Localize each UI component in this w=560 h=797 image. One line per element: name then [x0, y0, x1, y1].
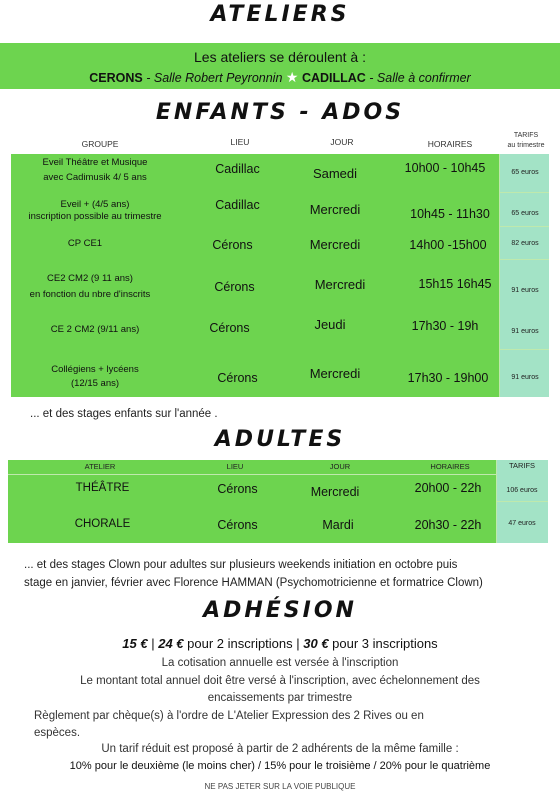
groupe-line1: CE2 CM2 (9 11 ans)	[47, 273, 133, 284]
jour: Mercredi	[309, 202, 361, 217]
price-2: 24 €	[158, 636, 184, 651]
adult-header-horaires: HORAIRES	[430, 462, 470, 471]
header-horaires: HORAIRES	[427, 139, 473, 149]
lieu: Cérons	[212, 238, 253, 252]
tarif: 106 euros	[506, 487, 538, 494]
header-tarifs-label: TARIFS	[513, 132, 539, 139]
hall-cerons: - Salle Robert Peyronnin	[142, 71, 283, 85]
jour: Jeudi	[314, 317, 346, 332]
atelier: CHORALE	[74, 518, 131, 530]
tarif: 82 euros	[511, 240, 539, 247]
banner-line2	[0, 69, 560, 86]
title-enfants: ENFANTS - ADOS	[155, 100, 405, 125]
jour: Mercredi	[310, 485, 360, 499]
lieu: Cérons	[217, 482, 258, 496]
tarif: 65 euros	[511, 210, 539, 217]
adhesion-line7: 10% pour le deuxième (le moins cher) / 15% pour le troisième / 20% pour le quatrième	[69, 760, 491, 772]
lieu: Cadillac	[215, 198, 260, 212]
groupe: CE 2 CM2 (9/11 ans)	[50, 324, 140, 335]
lieu: Cérons	[209, 321, 250, 335]
jour: Mardi	[322, 518, 354, 532]
adhesion-prices	[0, 636, 560, 651]
adhesion-line1: La cotisation annuelle est versée à l'inscription	[161, 657, 399, 669]
locations-banner	[0, 43, 560, 89]
header-tarifs-sub: au trimestre	[507, 142, 545, 149]
adult-note-2: stage en janvier, février avec Florence HAMMAN (Psychomotricienne et formatrice Clown)	[24, 577, 483, 589]
header-jour: JOUR	[330, 137, 354, 147]
title-ateliers: ATELIERS	[210, 2, 350, 27]
title-adultes: ADULTES	[214, 427, 346, 452]
jour: Mercredi	[309, 237, 361, 252]
adult-header-jour: JOUR	[329, 462, 351, 471]
groupe-line1: Eveil + (4/5 ans)	[60, 199, 130, 210]
groupe: CP CE1	[67, 238, 103, 249]
groupe-line2: avec Cadimusik 4/ 5 ans	[43, 172, 147, 183]
groupe-line2: inscription possible au trimestre	[28, 211, 162, 222]
tarif: 91 euros	[511, 287, 539, 294]
horaires: 15h15 16h45	[418, 277, 492, 291]
groupe	[15, 199, 175, 223]
adhesion-line4: Règlement par chèque(s) à l'ordre de L'Atelier Expression des 2 Rives ou en	[34, 710, 424, 722]
adult-header-atelier: ATELIER	[84, 462, 116, 471]
place-cadillac: CADILLAC	[301, 71, 366, 85]
lieu: Cérons	[217, 371, 258, 385]
horaires: 14h00 -15h00	[409, 238, 487, 252]
atelier: THÉÂTRE	[75, 482, 130, 494]
star-icon: ★	[285, 69, 299, 85]
adult-note-1: ... et des stages Clown pour adultes sur plusieurs weekends initiation en octobre puis	[24, 559, 458, 571]
price-3: 30 €	[303, 636, 329, 651]
header-tarifs	[500, 131, 552, 151]
adhesion-line5: espèces.	[34, 727, 81, 739]
groupe-line1: Eveil Théâtre et Musique	[42, 157, 148, 168]
tarif: 91 euros	[511, 374, 539, 381]
groupe	[20, 364, 170, 390]
adult-header-tarifs: TARIFS	[508, 461, 536, 470]
lieu: Cadillac	[215, 162, 260, 176]
header-groupe: GROUPE	[81, 139, 119, 149]
jour: Mercredi	[309, 366, 361, 381]
groupe	[20, 157, 170, 184]
adhesion-line6: Un tarif réduit est proposé à partir de 2 adhérents de la même famille :	[101, 743, 459, 755]
horaires: 17h30 - 19h	[411, 319, 479, 333]
footer-note: NE PAS JETER SUR LA VOIE PUBLIQUE	[204, 782, 356, 791]
horaires: 20h30 - 22h	[414, 518, 482, 532]
header-lieu: LIEU	[230, 137, 250, 147]
price-1: 15 €	[122, 636, 148, 651]
tarif: 47 euros	[508, 520, 536, 527]
adhesion-line3: encaissements par trimestre	[207, 692, 353, 704]
title-adhesion: ADHÉSION	[203, 598, 357, 623]
tarif: 65 euros	[511, 169, 539, 176]
jour: Mercredi	[314, 277, 366, 292]
groupe-line2: en fonction du nbre d'inscrits	[29, 289, 151, 300]
groupe-line1: Collégiens + lycéens	[51, 364, 139, 375]
groupe	[15, 273, 165, 301]
place-cerons: CERONS	[89, 71, 143, 85]
kids-tarifs-col	[499, 154, 549, 397]
jour: Samedi	[312, 166, 358, 181]
price-sep: |	[147, 636, 159, 651]
banner-line1: Les ateliers se déroulent à :	[194, 49, 366, 65]
lieu: Cérons	[217, 518, 258, 532]
tarif: 91 euros	[511, 328, 539, 335]
adult-header-lieu: LIEU	[226, 462, 244, 471]
lieu: Cérons	[214, 280, 255, 294]
horaires: 10h45 - 11h30	[410, 207, 490, 221]
horaires: 10h00 - 10h45	[404, 161, 486, 175]
horaires: 17h30 - 19h00	[407, 371, 489, 385]
groupe-line2: (12/15 ans)	[70, 378, 120, 389]
kids-note: ... et des stages enfants sur l'année .	[30, 408, 218, 420]
price-3-text: pour 3 inscriptions	[328, 636, 438, 651]
adhesion-line2: Le montant total annuel doit être versé à l'inscription, avec échelonnement des	[80, 675, 480, 687]
hall-cadillac: - Salle à confirmer	[365, 71, 471, 85]
price-2-text: pour 2 inscriptions |	[183, 636, 304, 651]
horaires: 20h00 - 22h	[414, 481, 482, 495]
